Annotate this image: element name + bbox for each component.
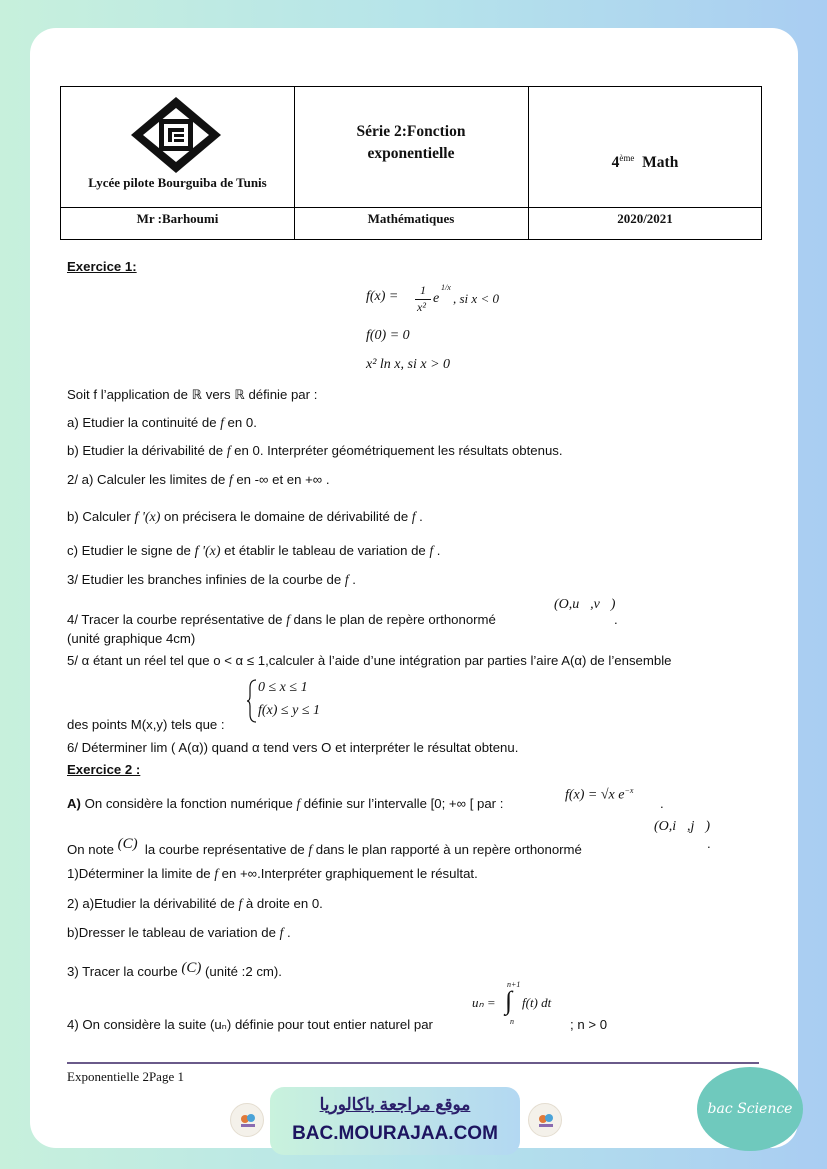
bac-science-logo: bac Science: [697, 1067, 803, 1151]
site-arabic-name: موقع مراجعة باكالوريا: [319, 1095, 471, 1114]
reals-symbol: ℝ: [191, 387, 203, 402]
text: en 0.: [223, 415, 257, 430]
part-label: A): [67, 796, 81, 811]
text: On note: [67, 842, 118, 857]
sys-cond-y: f(x) ≤ y ≤ 1: [258, 703, 321, 718]
ex2-q2b: [67, 925, 291, 941]
level: [528, 153, 762, 172]
ex2-A: [67, 796, 503, 812]
site-badge-icon: [528, 1103, 562, 1137]
math-fprime: f '(x): [134, 510, 161, 525]
site-url[interactable]: BAC.MOURAJAA.COM: [292, 1123, 498, 1144]
ex1-q1b: [67, 443, 563, 459]
header-table: [60, 86, 762, 240]
formula-sup: −x: [624, 786, 634, 795]
level-sup: ème: [619, 153, 635, 163]
integral-sign: ∫: [505, 986, 513, 1015]
text: dans le plan rapporté à un repère orthonormé: [312, 842, 582, 857]
divider: [61, 207, 761, 208]
math-f: f: [228, 472, 233, 487]
teacher-name: Mr :Barhoumi: [136, 211, 219, 226]
ex2-q3: [67, 960, 282, 979]
text: .: [419, 509, 423, 524]
text: en -∞ et en +∞ .: [232, 472, 330, 487]
math-f: f: [226, 443, 231, 458]
ex1-intro: [67, 387, 317, 403]
series-title-line2: exponentielle: [367, 145, 455, 162]
ex2-A-dot: .: [660, 796, 664, 811]
level-name: Math: [642, 154, 679, 172]
text: 3) Tracer la courbe: [67, 964, 182, 979]
frac-den: x²: [417, 300, 426, 314]
school-name: Lycée pilote Bourguiba de Tunis: [88, 175, 267, 190]
text: définie par :: [244, 387, 318, 402]
sys-line-1: f(x) =: [366, 289, 399, 304]
page-label: Exponentielle 2Page 1: [67, 1069, 184, 1084]
sys-cond-1: , si x < 0: [453, 291, 499, 306]
frac-num: 1: [420, 283, 426, 297]
text: Soit f l’application de: [67, 387, 192, 402]
frame-ouv: (O,u⃗,v⃗): [554, 597, 616, 612]
site-badge-icon: [230, 1103, 264, 1137]
ex2-note: [67, 836, 582, 858]
text: b) Etudier la dérivabilité de: [67, 443, 227, 458]
text: en 0. Interpréter géométriquement les résultats obtenus.: [230, 443, 563, 458]
ex2-q1: [67, 866, 478, 882]
school-year: 2020/2021: [617, 211, 673, 226]
math-f: f: [279, 925, 284, 940]
int-lower: n: [510, 1017, 514, 1026]
ex2-q2a: [67, 896, 323, 912]
ex2-q4: 4) On considère la suite (uₙ) définie pour tout entier naturel par: [67, 1017, 433, 1032]
ex1-q2c: [67, 543, 440, 560]
text: vers: [202, 387, 235, 402]
int-upper: n+1: [507, 980, 521, 989]
ex1-q4-dot: .: [614, 612, 618, 627]
text: b) Calculer: [67, 509, 135, 524]
footer-rule: [67, 1062, 759, 1064]
text: a) Etudier la continuité de: [67, 415, 221, 430]
ex1-q2b: [67, 509, 423, 526]
text: b)Dresser le tableau de variation de: [67, 925, 280, 940]
math-f: f: [220, 415, 224, 430]
text: 4/ Tracer la courbe représentative de: [67, 612, 287, 627]
reals-symbol: ℝ: [234, 387, 245, 402]
exercise-2-title: Exercice 2 :: [67, 762, 141, 777]
text: c) Etudier le signe de: [67, 543, 195, 558]
exp-sup: 1/x: [441, 283, 451, 292]
curve-C: (C): [181, 960, 202, 976]
text: .: [352, 572, 356, 587]
text: en +∞.Interpréter graphiquement le résultat.: [217, 866, 478, 881]
frame-oij: (O,i⃗,j⃗): [654, 819, 710, 834]
math-f: f: [238, 896, 243, 911]
text: 2/ a) Calculer les limites de: [67, 472, 229, 487]
math-f: f: [308, 842, 313, 857]
text: dans le plan de repère orthonormé: [289, 612, 496, 627]
math-f: f: [411, 509, 416, 524]
ex1-q6: 6/ Déterminer lim ( A(α)) quand α tend vers O et interpréter le résultat obtenu.: [67, 740, 519, 755]
formula: f(x) = √x e: [565, 787, 625, 803]
text: la courbe représentative de: [144, 842, 309, 857]
series-title: Série 2:Fonction: [356, 123, 466, 140]
text: 1)Déterminer la limite de: [67, 866, 215, 881]
sys-line-3: x² ln x, si x > 0: [366, 357, 451, 372]
text: à droite en 0.: [242, 896, 323, 911]
ex1-q4: [67, 612, 496, 628]
sys-cond-x: 0 ≤ x ≤ 1: [258, 680, 308, 695]
math-f: f: [286, 612, 290, 627]
ex1-q5: 5/ α étant un réel tel que o < α ≤ 1,calculer à l’aide d’une intégration par parties l’aire A(α) de l’ensemble: [67, 653, 672, 668]
text: .: [436, 543, 441, 558]
math-f: f: [344, 572, 349, 587]
ex1-q1a: [67, 415, 257, 431]
ex2-note-dot: .: [707, 836, 711, 851]
ex1-q4-unit: (unité graphique 4cm): [67, 631, 196, 646]
level-number: 4: [611, 154, 620, 172]
ex2-formula: [565, 786, 633, 804]
text: on précisera le domaine de dérivabilité de: [164, 509, 412, 524]
sys-line-2: f(0) = 0: [366, 328, 410, 343]
text: On considère la fonction numérique: [80, 796, 297, 811]
text: .: [286, 925, 291, 940]
math-fprime: f '(x): [194, 544, 221, 559]
text: et établir le tableau de variation de: [224, 543, 430, 558]
ex1-q5-points: des points M(x,y) tels que :: [67, 717, 225, 732]
school-logo: [127, 95, 225, 175]
text: 3/ Etudier les branches infinies de la courbe de: [67, 572, 345, 587]
math-f: f: [214, 866, 218, 881]
text: 2) a)Etudier la dérivabilité de: [67, 896, 239, 911]
math-f: f: [296, 796, 301, 811]
left-brace: [246, 678, 258, 724]
ex1-q2a: [67, 472, 330, 488]
math-f: f: [429, 543, 434, 558]
exp-base: e: [433, 291, 440, 306]
int-body: f(t) dt: [522, 995, 552, 1010]
curve-C: (C): [117, 836, 138, 852]
subject: Mathématiques: [367, 211, 455, 226]
exercise-1-title: Exercice 1:: [67, 259, 137, 274]
ex1-q3: [67, 572, 356, 588]
text: (unité :2 cm).: [205, 964, 282, 979]
ex2-q4-cond: ; n > 0: [570, 1017, 608, 1032]
text: définie sur l’intervalle [0; +∞ [ par :: [300, 796, 504, 811]
un-lhs: uₙ =: [472, 995, 496, 1010]
site-banner[interactable]: [270, 1087, 520, 1155]
